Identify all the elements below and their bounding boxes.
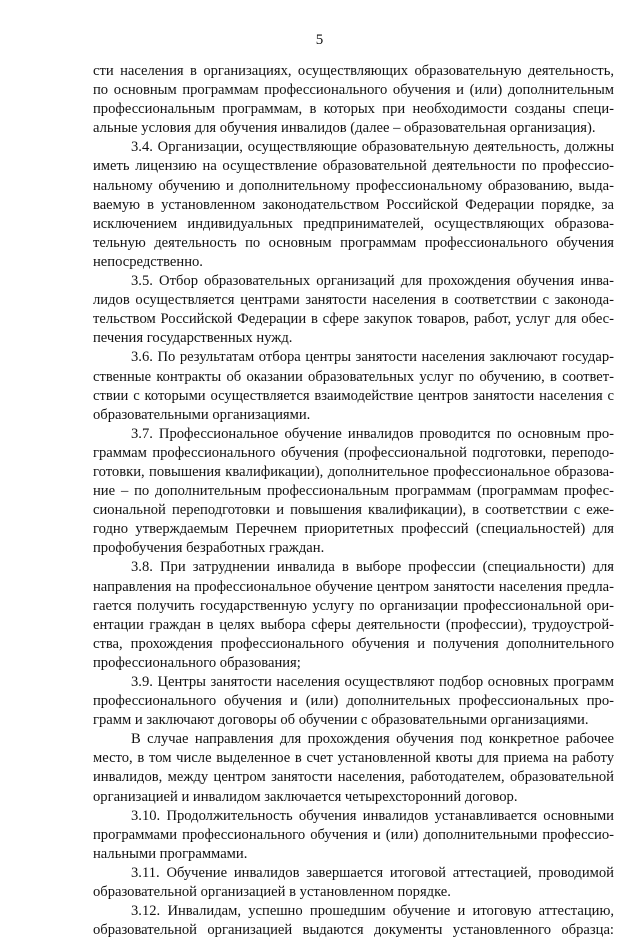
paragraph-3-8: [93, 558, 614, 673]
text-line: профобучения безработных граждан.: [93, 540, 325, 557]
paragraph-3-12: [93, 902, 614, 940]
text-line: тельством Российской Федерации в сфере закупок товаров, работ, услуг для обес-: [93, 311, 614, 328]
text-line: альные условия для обучения инвалидов (далее – образовательная организация).: [93, 120, 596, 137]
text-line: профессионального образования;: [93, 654, 301, 671]
text-line: ственные контракты об оказании образовательных услуг по обучению, в соответ-: [93, 368, 614, 385]
text-line: 3.4. Организации, осуществляющие образовательную деятельность, должны: [131, 139, 614, 156]
text-line: профессиональным программам, в которых при необходимости созданы специ-: [93, 101, 614, 118]
text-line: образовательной организацией в установленном порядке.: [93, 884, 451, 901]
text-line: сиональной переподготовки и повышения квалификации), в соответствии с еже-: [93, 502, 614, 519]
text-line: образовательной организацией выдаются документы установленного образца:: [93, 922, 614, 939]
text-line: годно утверждаемым Перечнем приоритетных профессий (специальностей) для: [93, 521, 614, 538]
page-number: 5: [315, 32, 324, 48]
text-line: грамм и заключают договоры об обучении с образовательными организациями.: [93, 712, 589, 729]
paragraph-3-9-direction: [93, 730, 614, 806]
text-line: 3.5. Отбор образовательных организаций для прохождения обучения инва-: [131, 273, 614, 290]
text-line: иметь лицензию на осуществление образовательной деятельности по профессио-: [93, 158, 614, 175]
text-line: 3.7. Профессиональное обучение инвалидов проводится по основным про-: [131, 425, 614, 442]
paragraph-3-10: [93, 807, 614, 864]
text-line: 3.9. Центры занятости населения осуществляют подбор основных программ: [131, 674, 614, 690]
text-line: организацией и инвалидом заключается четырехсторонний договор.: [93, 788, 518, 805]
text-line: 3.6. По результатам отбора центры занятости населения заключают государ-: [131, 349, 614, 366]
text-line: ваемую в установленном законодательством Российской Федерации порядке, за: [93, 196, 614, 213]
text-line: лидов осуществляется центрами занятости населения в соответствии с законода-: [93, 292, 614, 309]
paragraph-3-11: [93, 864, 614, 902]
text-line: непосредственно.: [93, 253, 203, 270]
text-line: гается получить государственную услугу по организации профессиональной ори-: [93, 597, 614, 614]
paragraph-3-6: [93, 348, 614, 424]
text-line: место, в том числе выделенное в счет установленной квоты для приема на работу: [93, 750, 614, 767]
text-line: исключением индивидуальных предпринимателей, осуществляющих образова-: [93, 215, 614, 232]
text-line: готовки, повышения квалификации), дополнительное профессиональное образова-: [93, 463, 614, 480]
text-line: ствии с которыми осуществляется взаимодействие центров занятости населения с: [93, 387, 614, 404]
text-line: программами профессионального обучения и (или) дополнительными профессио-: [93, 826, 614, 843]
paragraph-3-5: [93, 272, 614, 348]
text-line: профессионального обучения и (или) дополнительных профессиональных про-: [93, 693, 614, 710]
paragraph-3-7: [93, 425, 614, 559]
text-line: 3.10. Продолжительность обучения инвалидов устанавливается основными: [131, 807, 614, 824]
text-line: инвалидов, между центром занятости населения, работодателем, образовательной: [93, 769, 614, 786]
text-line: 3.8. При затруднении инвалида в выборе профессии (специальности) для: [131, 559, 614, 576]
text-line: печения государственных нужд.: [93, 330, 293, 347]
document-body: [93, 62, 614, 940]
text-line: В случае направления для прохождения обучения под конкретное рабочее: [131, 731, 614, 748]
text-line: ентации граждан в целях выбора сферы деятельности (профессии), трудоустрой-: [93, 616, 614, 633]
text-line: ние – по дополнительным профессиональным программам (программам профес-: [93, 483, 614, 500]
text-line: тельную деятельность по основным программам профессионального обучения: [93, 234, 614, 251]
paragraph-continuation: [93, 62, 614, 138]
paragraph-3-9: [93, 673, 614, 730]
text-line: нальными программами.: [93, 845, 248, 862]
text-line: нальному обучению и дополнительному профессиональному образованию, выда-: [93, 177, 614, 194]
text-line: образовательными организациями.: [93, 406, 311, 423]
text-line: ства, прохождения профессионального обучения и получения дополнительного: [93, 635, 614, 652]
paragraph-3-4: [93, 138, 614, 272]
text-line: по основным программам профессионального обучения и (или) дополнительным: [93, 82, 614, 99]
text-line: 3.12. Инвалидам, успешно прошедшим обучение и итоговую аттестацию,: [131, 903, 614, 920]
text-line: граммам профессионального обучения (профессиональной подготовки, переподо-: [93, 444, 614, 461]
text-line: сти населения в организациях, осуществляющих образовательную деятельность,: [93, 63, 614, 79]
text-line: 3.11. Обучение инвалидов завершается итоговой аттестацией, проводимой: [131, 864, 614, 881]
text-line: направления на профессиональное обучение центром занятости населения предла-: [93, 578, 614, 595]
